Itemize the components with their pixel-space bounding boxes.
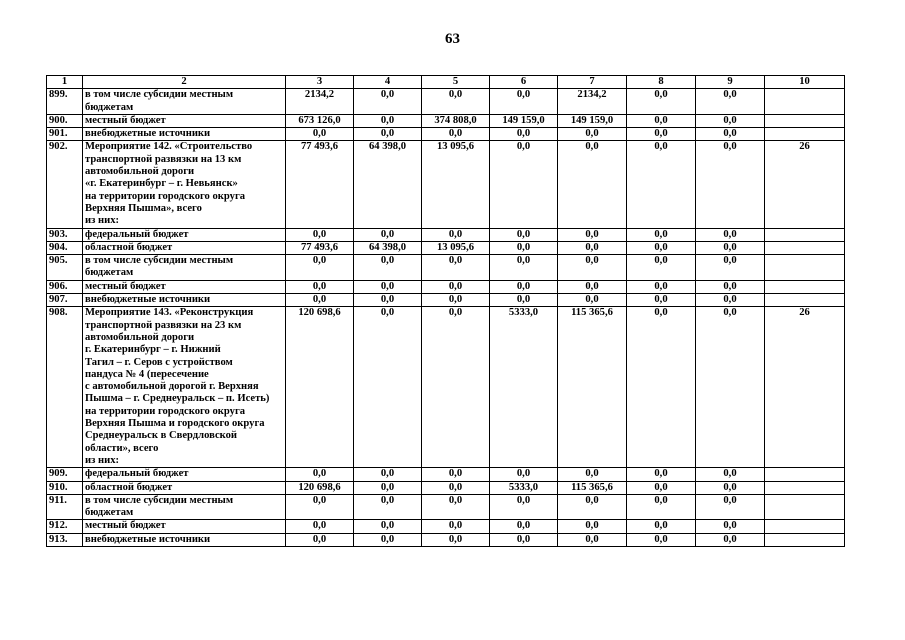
- description-line: бюджетам: [85, 507, 134, 519]
- description-line: из них:: [85, 454, 120, 466]
- value-cell-col-7: 115 365,6: [558, 307, 627, 468]
- value-cell-col-10: [765, 481, 845, 494]
- row-number: 901.: [47, 128, 83, 141]
- value-cell-col-4: 0,0: [354, 128, 422, 141]
- value-cell-col-10: [765, 128, 845, 141]
- value-cell-col-4: 0,0: [354, 255, 422, 281]
- description-line: Мероприятие 142. «Строительство: [85, 141, 253, 153]
- description-line: местный бюджет: [85, 280, 166, 292]
- value-cell-col-9: 0,0: [696, 114, 765, 127]
- table-row: [47, 228, 845, 241]
- value-cell-col-3: 0,0: [286, 494, 354, 520]
- row-description: [83, 141, 286, 228]
- row-description: [83, 533, 286, 546]
- column-header: 7: [558, 76, 627, 89]
- table-row: [47, 280, 845, 293]
- value-cell-col-4: 0,0: [354, 520, 422, 533]
- row-description: [83, 307, 286, 468]
- description-line: на территории городского округа: [85, 405, 246, 417]
- value-cell-col-4: 0,0: [354, 307, 422, 468]
- value-cell-col-7: 2134,2: [558, 89, 627, 115]
- row-number: 904.: [47, 241, 83, 254]
- value-cell-col-7: 0,0: [558, 494, 627, 520]
- column-header: 8: [627, 76, 696, 89]
- value-cell-col-9: 0,0: [696, 89, 765, 115]
- value-cell-col-6: 0,0: [490, 280, 558, 293]
- value-cell-col-7: 0,0: [558, 241, 627, 254]
- value-cell-col-10: [765, 494, 845, 520]
- table-row: [47, 241, 845, 254]
- value-cell-col-3: 673 126,0: [286, 114, 354, 127]
- description-line: Тагил – г. Серов с устройством: [85, 356, 233, 368]
- value-cell-col-9: 0,0: [696, 280, 765, 293]
- value-cell-col-10: [765, 468, 845, 481]
- value-cell-col-8: 0,0: [627, 114, 696, 127]
- column-header: 3: [286, 76, 354, 89]
- value-cell-col-6: 0,0: [490, 520, 558, 533]
- description-line: транспортной развязки на 13 км: [85, 153, 242, 165]
- description-line: внебюджетные источники: [85, 533, 211, 545]
- description-line: автомобильной дороги: [85, 331, 195, 343]
- row-description: [83, 481, 286, 494]
- value-cell-col-6: 149 159,0: [490, 114, 558, 127]
- column-header: 4: [354, 76, 422, 89]
- value-cell-col-5: 0,0: [422, 533, 490, 546]
- value-cell-col-3: 2134,2: [286, 89, 354, 115]
- value-cell-col-10: [765, 89, 845, 115]
- value-cell-col-6: 0,0: [490, 494, 558, 520]
- description-line: г. Екатеринбург – г. Нижний: [85, 344, 221, 356]
- value-cell-col-4: 0,0: [354, 481, 422, 494]
- value-cell-col-9: 0,0: [696, 307, 765, 468]
- table-row: [47, 520, 845, 533]
- row-description: [83, 294, 286, 307]
- table-row: [47, 307, 845, 468]
- row-number: 907.: [47, 294, 83, 307]
- description-line: бюджетам: [85, 267, 134, 279]
- value-cell-col-4: 0,0: [354, 280, 422, 293]
- value-cell-col-8: 0,0: [627, 280, 696, 293]
- value-cell-col-10: 26: [765, 307, 845, 468]
- value-cell-col-3: 0,0: [286, 468, 354, 481]
- value-cell-col-8: 0,0: [627, 468, 696, 481]
- description-line: из них:: [85, 215, 120, 227]
- value-cell-col-6: 0,0: [490, 89, 558, 115]
- description-line: Верхняя Пышма», всего: [85, 202, 202, 214]
- description-line: «г. Екатеринбург – г. Невьянск»: [85, 178, 238, 190]
- value-cell-col-4: 64 398,0: [354, 141, 422, 228]
- value-cell-col-7: 0,0: [558, 128, 627, 141]
- row-number: 910.: [47, 481, 83, 494]
- description-line: в том числе субсидии местным: [85, 494, 234, 506]
- value-cell-col-4: 0,0: [354, 294, 422, 307]
- value-cell-col-8: 0,0: [627, 141, 696, 228]
- value-cell-col-9: 0,0: [696, 481, 765, 494]
- row-description: [83, 494, 286, 520]
- value-cell-col-3: 0,0: [286, 294, 354, 307]
- value-cell-col-8: 0,0: [627, 307, 696, 468]
- description-line: бюджетам: [85, 101, 134, 113]
- description-line: внебюджетные источники: [85, 294, 211, 306]
- value-cell-col-10: [765, 255, 845, 281]
- row-description: [83, 128, 286, 141]
- description-line: местный бюджет: [85, 520, 166, 532]
- description-line: областной бюджет: [85, 481, 173, 493]
- row-number: 913.: [47, 533, 83, 546]
- row-number: 911.: [47, 494, 83, 520]
- value-cell-col-5: 0,0: [422, 520, 490, 533]
- value-cell-col-6: 5333,0: [490, 307, 558, 468]
- value-cell-col-6: 0,0: [490, 141, 558, 228]
- row-number: 906.: [47, 280, 83, 293]
- value-cell-col-8: 0,0: [627, 533, 696, 546]
- value-cell-col-3: 0,0: [286, 280, 354, 293]
- row-description: [83, 228, 286, 241]
- value-cell-col-7: 0,0: [558, 468, 627, 481]
- value-cell-col-9: 0,0: [696, 294, 765, 307]
- value-cell-col-5: 0,0: [422, 481, 490, 494]
- value-cell-col-3: 77 493,6: [286, 141, 354, 228]
- value-cell-col-7: 0,0: [558, 533, 627, 546]
- row-number: 912.: [47, 520, 83, 533]
- value-cell-col-6: 5333,0: [490, 481, 558, 494]
- value-cell-col-9: 0,0: [696, 494, 765, 520]
- value-cell-col-6: 0,0: [490, 241, 558, 254]
- value-cell-col-9: 0,0: [696, 128, 765, 141]
- value-cell-col-8: 0,0: [627, 89, 696, 115]
- value-cell-col-8: 0,0: [627, 128, 696, 141]
- value-cell-col-6: 0,0: [490, 468, 558, 481]
- value-cell-col-6: 0,0: [490, 533, 558, 546]
- value-cell-col-10: [765, 280, 845, 293]
- row-description: [83, 280, 286, 293]
- value-cell-col-6: 0,0: [490, 255, 558, 281]
- row-number: 903.: [47, 228, 83, 241]
- value-cell-col-5: 374 808,0: [422, 114, 490, 127]
- table-row: [47, 294, 845, 307]
- table-row: [47, 141, 845, 228]
- row-number: 905.: [47, 255, 83, 281]
- column-header: 5: [422, 76, 490, 89]
- table-row: [47, 494, 845, 520]
- value-cell-col-9: 0,0: [696, 468, 765, 481]
- page-number: 63: [445, 31, 460, 47]
- description-line: области», всего: [85, 442, 159, 454]
- description-line: в том числе субсидии местным: [85, 255, 234, 267]
- row-description: [83, 255, 286, 281]
- value-cell-col-6: 0,0: [490, 228, 558, 241]
- value-cell-col-10: [765, 228, 845, 241]
- value-cell-col-9: 0,0: [696, 228, 765, 241]
- value-cell-col-5: 0,0: [422, 255, 490, 281]
- value-cell-col-3: 77 493,6: [286, 241, 354, 254]
- column-header: 1: [47, 76, 83, 89]
- description-line: федеральный бюджет: [85, 228, 189, 240]
- header-row: [47, 76, 845, 89]
- description-line: пандуса № 4 (пересечение: [85, 368, 209, 380]
- description-line: в том числе субсидии местным: [85, 89, 234, 101]
- value-cell-col-7: 149 159,0: [558, 114, 627, 127]
- value-cell-col-5: 0,0: [422, 294, 490, 307]
- value-cell-col-5: 0,0: [422, 89, 490, 115]
- value-cell-col-10: [765, 241, 845, 254]
- value-cell-col-7: 0,0: [558, 294, 627, 307]
- column-header: 6: [490, 76, 558, 89]
- row-description: [83, 468, 286, 481]
- value-cell-col-7: 0,0: [558, 520, 627, 533]
- value-cell-col-7: 0,0: [558, 280, 627, 293]
- value-cell-col-5: 0,0: [422, 494, 490, 520]
- value-cell-col-4: 0,0: [354, 228, 422, 241]
- value-cell-col-5: 0,0: [422, 307, 490, 468]
- value-cell-col-10: [765, 520, 845, 533]
- row-number: 899.: [47, 89, 83, 115]
- value-cell-col-7: 0,0: [558, 255, 627, 281]
- value-cell-col-4: 0,0: [354, 114, 422, 127]
- column-header: 9: [696, 76, 765, 89]
- value-cell-col-8: 0,0: [627, 494, 696, 520]
- column-header: 2: [83, 76, 286, 89]
- row-description: [83, 520, 286, 533]
- value-cell-col-8: 0,0: [627, 481, 696, 494]
- value-cell-col-9: 0,0: [696, 255, 765, 281]
- description-line: транспортной развязки на 23 км: [85, 319, 242, 331]
- value-cell-col-10: [765, 114, 845, 127]
- value-cell-col-3: 120 698,6: [286, 481, 354, 494]
- value-cell-col-3: 0,0: [286, 520, 354, 533]
- table-container: [46, 75, 845, 547]
- row-description: [83, 89, 286, 115]
- value-cell-col-5: 13 095,6: [422, 141, 490, 228]
- row-description: [83, 241, 286, 254]
- description-line: автомобильной дороги: [85, 166, 195, 178]
- row-number: 909.: [47, 468, 83, 481]
- value-cell-col-10: 26: [765, 141, 845, 228]
- value-cell-col-7: 115 365,6: [558, 481, 627, 494]
- value-cell-col-3: 0,0: [286, 128, 354, 141]
- row-number: 900.: [47, 114, 83, 127]
- description-line: Среднеуральск в Свердловской: [85, 430, 238, 442]
- value-cell-col-5: 13 095,6: [422, 241, 490, 254]
- table-row: [47, 255, 845, 281]
- table-row: [47, 89, 845, 115]
- description-line: областной бюджет: [85, 241, 173, 253]
- value-cell-col-3: 120 698,6: [286, 307, 354, 468]
- budget-table: [46, 75, 845, 547]
- description-line: с автомобильной дорогой г. Верхняя: [85, 381, 259, 393]
- table-body: [47, 76, 845, 547]
- table-row: [47, 533, 845, 546]
- value-cell-col-8: 0,0: [627, 228, 696, 241]
- description-line: внебюджетные источники: [85, 128, 211, 140]
- table-row: [47, 481, 845, 494]
- value-cell-col-3: 0,0: [286, 255, 354, 281]
- row-description: [83, 114, 286, 127]
- value-cell-col-8: 0,0: [627, 255, 696, 281]
- value-cell-col-5: 0,0: [422, 468, 490, 481]
- value-cell-col-4: 0,0: [354, 494, 422, 520]
- value-cell-col-4: 0,0: [354, 533, 422, 546]
- description-line: федеральный бюджет: [85, 468, 189, 480]
- value-cell-col-4: 0,0: [354, 468, 422, 481]
- value-cell-col-7: 0,0: [558, 228, 627, 241]
- row-number: 908.: [47, 307, 83, 468]
- value-cell-col-9: 0,0: [696, 533, 765, 546]
- value-cell-col-5: 0,0: [422, 280, 490, 293]
- value-cell-col-8: 0,0: [627, 294, 696, 307]
- value-cell-col-5: 0,0: [422, 228, 490, 241]
- column-header: 10: [765, 76, 845, 89]
- description-line: Верхняя Пышма и городского округа: [85, 418, 265, 430]
- value-cell-col-7: 0,0: [558, 141, 627, 228]
- description-line: местный бюджет: [85, 114, 166, 126]
- table-row: [47, 114, 845, 127]
- table-row: [47, 468, 845, 481]
- value-cell-col-6: 0,0: [490, 294, 558, 307]
- value-cell-col-8: 0,0: [627, 520, 696, 533]
- value-cell-col-5: 0,0: [422, 128, 490, 141]
- description-line: на территории городского округа: [85, 190, 246, 202]
- value-cell-col-9: 0,0: [696, 141, 765, 228]
- value-cell-col-9: 0,0: [696, 241, 765, 254]
- description-line: Пышма – г. Среднеуральск – п. Исеть): [85, 393, 270, 405]
- value-cell-col-8: 0,0: [627, 241, 696, 254]
- value-cell-col-3: 0,0: [286, 533, 354, 546]
- value-cell-col-4: 0,0: [354, 89, 422, 115]
- table-row: [47, 128, 845, 141]
- value-cell-col-4: 64 398,0: [354, 241, 422, 254]
- value-cell-col-3: 0,0: [286, 228, 354, 241]
- value-cell-col-9: 0,0: [696, 520, 765, 533]
- row-number: 902.: [47, 141, 83, 228]
- value-cell-col-10: [765, 533, 845, 546]
- value-cell-col-10: [765, 294, 845, 307]
- description-line: Мероприятие 143. «Реконструкция: [85, 307, 254, 319]
- value-cell-col-6: 0,0: [490, 128, 558, 141]
